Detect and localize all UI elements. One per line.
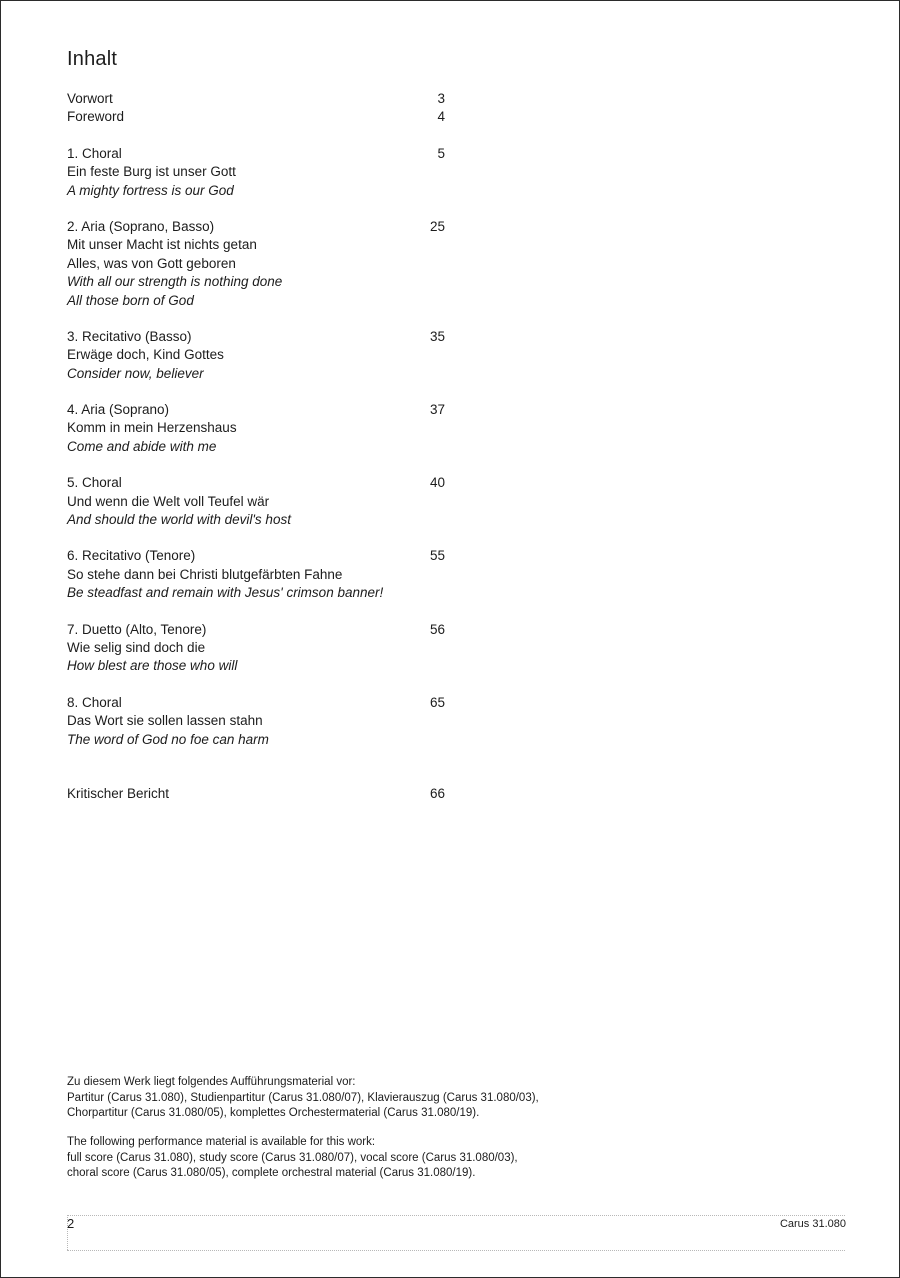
movement-heading bbox=[67, 621, 447, 639]
toc-entry-label: Kritischer Bericht bbox=[67, 785, 170, 801]
movement-german-text: Das Wort sie sollen lassen stahn bbox=[67, 713, 263, 729]
movement-title: 4. Aria (Soprano) bbox=[67, 402, 170, 418]
movement-english-text: How blest are those who will bbox=[67, 658, 238, 674]
movement-heading bbox=[67, 218, 447, 236]
toc-entry-label: Foreword bbox=[67, 109, 125, 125]
toc-page-number: 25 bbox=[429, 218, 445, 234]
toc-movement-5 bbox=[67, 474, 447, 529]
movement-english-text: With all our strength is nothing done bbox=[67, 274, 283, 290]
movement-title: 2. Aria (Soprano, Basso) bbox=[67, 218, 215, 234]
toc-entry-foreword bbox=[67, 108, 447, 126]
movement-heading bbox=[67, 328, 447, 346]
performance-material-line: Zu diesem Werk liegt folgendes Aufführungsmaterial vor: bbox=[67, 1076, 356, 1088]
movement-heading bbox=[67, 547, 447, 565]
movement-english-text: The word of God no foe can harm bbox=[67, 731, 269, 747]
footer-divider bbox=[67, 1250, 845, 1251]
toc-page-number: 40 bbox=[429, 475, 445, 491]
toc-page-number: 4 bbox=[437, 109, 445, 125]
toc-movement-8 bbox=[67, 694, 447, 749]
performance-material-english bbox=[67, 1135, 687, 1182]
toc-movement-6 bbox=[67, 547, 447, 602]
movement-english-text: A mighty fortress is our God bbox=[67, 182, 234, 198]
toc-movement-2 bbox=[67, 218, 447, 310]
performance-material-line: full score (Carus 31.080), study score (Carus 31.080/07), vocal score (Carus 31.080/03), bbox=[67, 1151, 518, 1164]
movement-german-text: Komm in mein Herzenshaus bbox=[67, 420, 237, 436]
movement-german-text: Ein feste Burg ist unser Gott bbox=[67, 164, 236, 180]
toc-movement-4 bbox=[67, 401, 447, 456]
toc-entry-label: Vorwort bbox=[67, 91, 113, 106]
toc-page-number: 35 bbox=[429, 328, 445, 344]
movement-title: 3. Recitativo (Basso) bbox=[67, 328, 192, 344]
toc-page-number: 5 bbox=[437, 145, 445, 161]
footer-divider bbox=[67, 1215, 845, 1216]
performance-material-line: Partitur (Carus 31.080), Studienpartitur (Carus 31.080/07), Klavierauszug (Carus 31.080/03), bbox=[67, 1091, 539, 1104]
movement-title: 8. Choral bbox=[67, 694, 122, 710]
performance-material-german bbox=[67, 1075, 687, 1122]
movement-title: 7. Duetto (Alto, Tenore) bbox=[67, 621, 207, 637]
toc-critical-report bbox=[67, 785, 447, 803]
movement-german-text: Wie selig sind doch die bbox=[67, 639, 206, 655]
movement-english-text: And should the world with devil's host bbox=[67, 512, 291, 528]
movement-english-text: Come and abide with me bbox=[67, 438, 217, 454]
toc-page-number: 65 bbox=[429, 694, 445, 710]
table-of-contents bbox=[67, 90, 447, 821]
performance-material-line: choral score (Carus 31.080/05), complete orchestral material (Carus 31.080/19). bbox=[67, 1167, 476, 1179]
movement-german-text: So stehe dann bei Christi blutgefärbten Fahne bbox=[67, 566, 343, 582]
movement-heading bbox=[67, 694, 447, 712]
movement-title: 5. Choral bbox=[67, 475, 122, 491]
movement-german-text: Und wenn die Welt voll Teufel wär bbox=[67, 493, 270, 509]
movement-heading bbox=[67, 145, 447, 163]
movement-english-text: Be steadfast and remain with Jesus' crimson banner! bbox=[67, 585, 384, 601]
toc-page-number: 55 bbox=[429, 548, 445, 564]
movement-title: 6. Recitativo (Tenore) bbox=[67, 548, 196, 564]
toc-entry-vorwort bbox=[67, 90, 447, 108]
movement-english-text: Consider now, believer bbox=[67, 365, 204, 381]
toc-movement-3 bbox=[67, 328, 447, 383]
movement-german-text: Erwäge doch, Kind Gottes bbox=[67, 347, 224, 363]
movement-german-text: Mit unser Macht ist nichts getan bbox=[67, 237, 257, 253]
performance-material-line: Chorpartitur (Carus 31.080/05), komplettes Orchestermaterial (Carus 31.080/19). bbox=[67, 1107, 480, 1119]
toc-page-number: 3 bbox=[437, 91, 445, 106]
toc-page-number: 66 bbox=[429, 785, 445, 801]
movement-title: 1. Choral bbox=[67, 145, 122, 161]
footer-catalog-code: Carus 31.080 bbox=[779, 1218, 846, 1230]
movement-english-text: All those born of God bbox=[67, 292, 194, 308]
toc-movement-1 bbox=[67, 145, 447, 200]
toc-movement-7 bbox=[67, 621, 447, 676]
toc-entry-critical-report bbox=[67, 785, 447, 803]
toc-group-prefatory bbox=[67, 90, 447, 127]
movement-heading bbox=[67, 474, 447, 492]
performance-material-line: The following performance material is available for this work: bbox=[67, 1136, 376, 1148]
toc-page-number: 56 bbox=[429, 621, 445, 637]
page-title: Inhalt bbox=[67, 48, 118, 70]
movement-heading bbox=[67, 401, 447, 419]
toc-page-number: 37 bbox=[429, 402, 445, 418]
movement-german-text: Alles, was von Gott geboren bbox=[67, 255, 236, 271]
footer-page-number: 2 bbox=[67, 1216, 75, 1231]
